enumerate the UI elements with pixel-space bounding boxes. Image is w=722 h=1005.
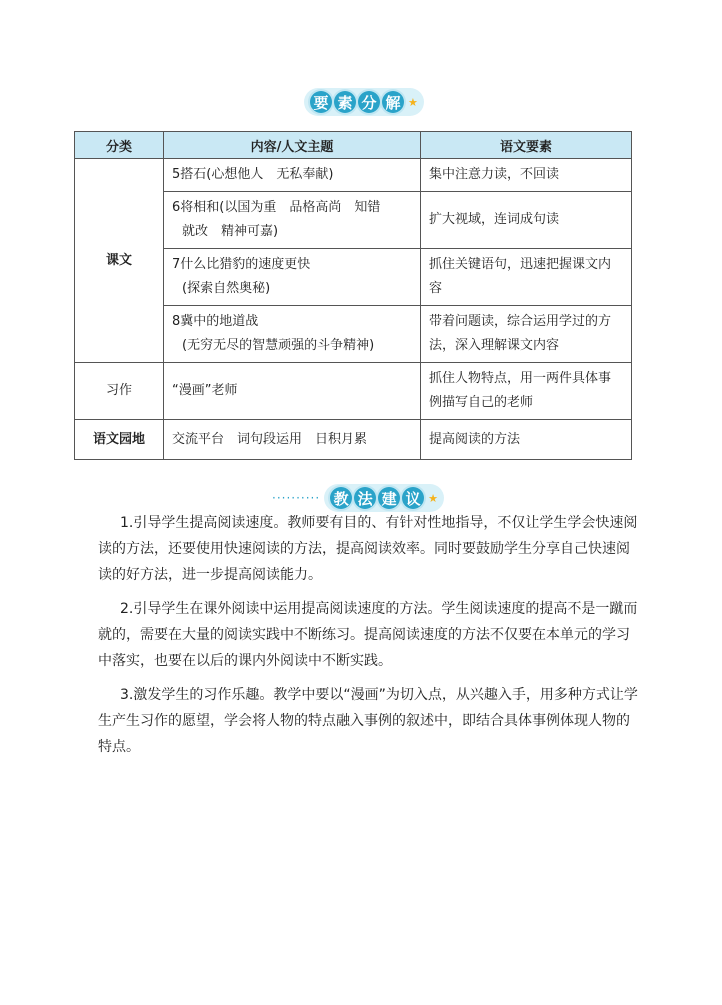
banner-char: 要: [310, 91, 332, 113]
element-cell: 带着问题读，综合运用学过的方法，深入理解课文内容: [421, 306, 632, 363]
table-row: [75, 420, 632, 460]
header-element: 语文要素: [421, 132, 632, 159]
table-header-row: [75, 132, 632, 159]
banner-char: 分: [358, 91, 380, 113]
lesson-line: 7什么比猎豹的速度更快: [172, 257, 311, 272]
lesson-line: 5搭石(心想他人 无私奉献): [172, 167, 334, 182]
paragraph-3: 3.激发学生的习作乐趣。教学中要以“漫画”为切入点，从兴趣入手，用多种方式让学生产生习作的愿望，学会将人物的特点融入事例的叙述中，即结合具体事例体现人物的特点。: [98, 687, 638, 755]
banner-char: 教: [330, 487, 352, 509]
table-row: [75, 363, 632, 420]
element-cell: 扩大视域，连词成句读: [421, 192, 632, 249]
lesson-line: 6将相和(以国为重 品格高尚 知错: [172, 200, 381, 215]
section-banner-teaching: [272, 484, 444, 512]
section-banner-breakdown: [304, 88, 424, 116]
star-icon: ★: [408, 95, 418, 109]
star-icon: ★: [428, 491, 439, 505]
header-content: 内容/人文主题: [164, 132, 421, 159]
category-writing: 习作: [75, 363, 164, 420]
lesson-line: 就改 精神可嘉): [182, 224, 279, 239]
table-row: [75, 159, 632, 192]
writing-content: “漫画”老师: [164, 363, 421, 420]
element-cell: 集中注意力读，不回读: [421, 159, 632, 192]
dots-decoration: ··········: [272, 491, 321, 505]
element-cell: 抓住人物特点，用一两件具体事例描写自己的老师: [421, 363, 632, 420]
banner-char: 解: [382, 91, 404, 113]
category-kewen: 课文: [75, 159, 164, 363]
lesson-line: 8冀中的地道战: [172, 314, 259, 329]
banner-char: 建: [378, 487, 400, 509]
banner-char: 议: [402, 487, 424, 509]
header-category: 分类: [75, 132, 164, 159]
banner-badge: [324, 484, 444, 512]
banner-char: 法: [354, 487, 376, 509]
garden-content: 交流平台 词句段运用 日积月累: [164, 420, 421, 460]
lesson-cell: [164, 249, 421, 306]
banner-badge: [304, 88, 424, 116]
element-cell: 抓住关键语句，迅速把握课文内容: [421, 249, 632, 306]
banner-char: 素: [334, 91, 356, 113]
lesson-line: (探索自然奥秘): [182, 281, 271, 296]
category-garden: 语文园地: [75, 420, 164, 460]
lesson-cell: [164, 306, 421, 363]
paragraph-2: 2.引导学生在课外阅读中运用提高阅读速度的方法。学生阅读速度的提高不是一蹴而就的，需要在大量的阅读实践中不断练习。提高阅读速度的方法不仅要在本单元的学习中落实，也要在以后的课内外阅读中不断实践。: [98, 601, 638, 669]
element-cell: 提高阅读的方法: [421, 420, 632, 460]
elements-table: [74, 131, 632, 460]
lesson-cell: [164, 192, 421, 249]
lesson-line: (无穷无尽的智慧顽强的斗争精神): [182, 338, 375, 353]
paragraph-1: 1.引导学生提高阅读速度。教师要有目的、有针对性地指导，不仅让学生学会快速阅读的方法，还要使用快速阅读的方法，提高阅读效率。同时要鼓励学生分享自己快速阅读的好方法，进一步提高阅读能力。: [98, 515, 638, 583]
lesson-cell: [164, 159, 421, 192]
